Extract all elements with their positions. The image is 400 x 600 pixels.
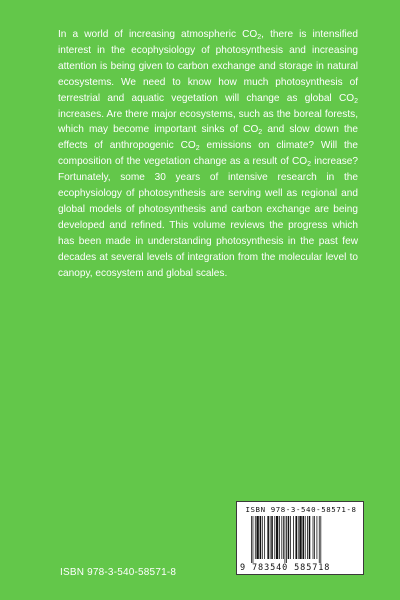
blurb-subscript-4: 2 — [195, 145, 200, 153]
barcode-bar — [276, 516, 278, 559]
barcode-bar — [251, 516, 252, 563]
barcode-bar — [271, 516, 273, 559]
blurb-text-2: , there is intensified interest in the ecophysiology of photosynthesis and increasing attention is being given to carbon exchange and storage in natural ecosystems. We need to know how much photosynthesis of terrestrial and aquatic vegetation will change as global CO — [58, 29, 359, 104]
barcode-bar — [253, 516, 254, 563]
barcode-bar — [313, 516, 314, 559]
blurb-text-5: emissions on climate? Will the composition of the vegetation change as a result of CO — [58, 140, 358, 168]
barcode-bar — [307, 516, 308, 559]
barcode-bar — [298, 516, 299, 559]
barcode-bar — [262, 516, 263, 559]
barcode-bar — [320, 516, 321, 563]
isbn-text: ISBN 978-3-540-58571-8 — [60, 567, 177, 578]
barcode-bar — [270, 516, 271, 559]
blurb-text-1: In a world of increasing atmospheric CO — [58, 29, 258, 40]
barcode-bar — [290, 516, 291, 559]
barcode-bar — [295, 516, 297, 559]
back-cover-blurb — [58, 27, 358, 282]
barcode-bar — [309, 516, 311, 559]
barcode-bar — [255, 516, 256, 559]
barcode-icon — [251, 516, 351, 563]
barcode-bar — [293, 516, 294, 559]
barcode-bar — [302, 516, 304, 559]
blurb-text-3: increases. Are there major ecosystems, such as the boreal forests, which may become important sinks of CO — [58, 108, 358, 136]
barcode-bar — [288, 516, 290, 559]
barcode-bar — [314, 516, 315, 559]
barcode-label — [236, 501, 364, 575]
barcode-bar — [267, 516, 269, 559]
barcode-bar — [283, 516, 284, 559]
barcode-bar — [281, 516, 282, 559]
blurb-subscript-3: 2 — [258, 129, 263, 137]
barcode-bar — [305, 516, 306, 559]
barcode-bar — [260, 516, 262, 559]
barcode-bar — [319, 516, 320, 563]
barcode-bar — [256, 516, 258, 559]
blurb-subscript-5: 2 — [307, 161, 312, 169]
blurb-subscript-2: 2 — [354, 97, 358, 105]
barcode-bar — [299, 516, 301, 559]
barcode-bar — [279, 516, 280, 559]
blurb-subscript-1: 2 — [257, 34, 262, 41]
barcode-bar — [286, 516, 287, 563]
barcode-bar — [274, 516, 275, 559]
blurb-text-6: increase? Fortunately, some 30 years of intensive research in the ecophysiology of photosynthesis are serving well as regional and global models of photosynthesis and carbon exchange are being developed and refined. This volume reviews the progress which has been made in understanding photosynthesis in the past few decades at several levels of integration from the molecular level to canopy, ecosystem and global scales. — [58, 156, 358, 279]
barcode-bar — [317, 516, 318, 559]
barcode-digits: 9 783540 585718 — [240, 563, 331, 573]
blurb-text-4: and slow down the effects of anthropogenic CO — [58, 124, 358, 152]
barcode-isbn-label: ISBN 978-3-540-58571-8 — [245, 505, 357, 514]
barcode-bar — [285, 516, 286, 563]
barcode-bar — [264, 516, 265, 559]
